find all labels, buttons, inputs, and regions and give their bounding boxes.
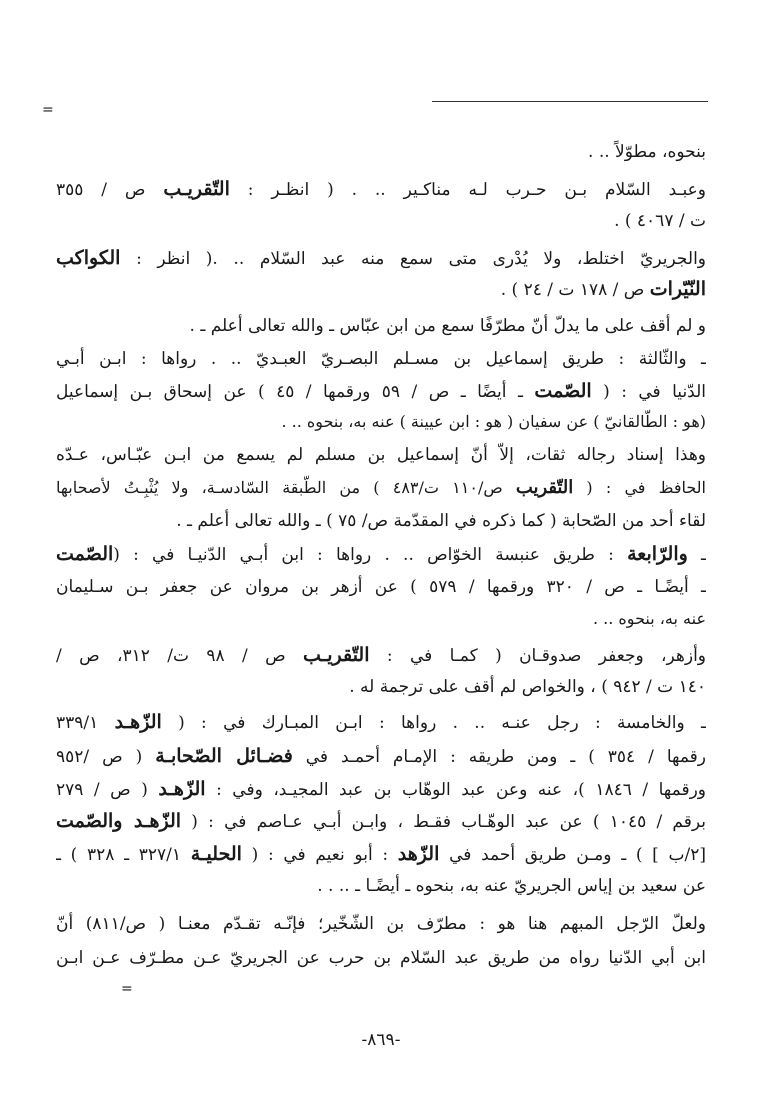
text-line	[56, 773, 706, 807]
text-segment: ( ص / ٢٧٩	[56, 780, 159, 800]
text-line	[56, 375, 706, 409]
text-segment: الحافظ في : (	[573, 478, 706, 497]
text-segment: الدّنيا في : (	[591, 382, 706, 402]
bottom-mark: =	[121, 981, 133, 997]
text-segment: عن سعيد بن إياس الجريريّ عنه به، بنحوه ـ أيضًـا ـ .. . .	[317, 876, 706, 896]
text-segment: ( ص /٩٥٢	[56, 747, 156, 767]
text-segment: وعبـد السّلام بـن حـرب لـه مناكـير .. . ( انظـر :	[229, 180, 706, 200]
text-segment: ـ	[687, 545, 706, 565]
text-segment: لقاء أحد من الصّحابة ( كما ذكره في المقدّمة ص/ ٧٥ ) ـ والله تعالى أعلم ـ .	[176, 511, 706, 531]
text-segment: ـ أيضًا ـ ص / ٥٩ ورقمها / ٤٥ ) عن إسحاق بـن إسماعيل	[56, 382, 535, 402]
text-segment: و لم أقف على ما يدلّ أنّ مطرّفًا سمع من ابن عبّاس ـ والله تعالى أعلم ـ .	[189, 316, 706, 336]
text-segment: وهذا إسناد رجاله ثقات، إلاّ أنّ إسماعيل بن مسلم لم يسمع من ابـن عبّـاس، عـدّه	[56, 445, 706, 465]
bold-term: الزّهـد والصّمت	[56, 810, 182, 832]
text-segment: وأزهر، وجعفر صدوقـان ( كمـا في :	[369, 646, 706, 666]
bold-term: الكواكب	[56, 247, 121, 269]
text-segment: ولعلّ الرّجل المبهم هنا هو : مطرّف بن الشّخّير؛ فإنّـه تقـدّم معنـا ( ص/٨١١) أنّ	[56, 914, 706, 934]
text-line	[56, 740, 706, 774]
text-line	[56, 838, 706, 872]
page-number: -٨٦٩-	[361, 1030, 401, 1050]
corner-mark: =	[42, 102, 54, 118]
text-segment: ص / ٣٥٥	[56, 180, 164, 200]
text-line	[56, 706, 706, 740]
bold-term: الزّهـد	[158, 778, 206, 800]
text-segment: ص/١١٠ ت/٤٨٣ ) من الطّبقة السّادسـة، ولا يُثْبِـتُ لأصحابها	[56, 478, 516, 497]
text-line	[56, 538, 706, 572]
bold-term: الصّمت	[534, 380, 592, 402]
text-line	[56, 671, 706, 705]
bold-term: التّقريـب	[163, 178, 230, 200]
text-segment: ١٤٠ ت / ٩٤٢ ) ، والخواص لم أقف على ترجمة له .	[349, 677, 706, 697]
text-line	[56, 805, 706, 839]
bold-term: والرّابعة	[627, 543, 688, 565]
text-line	[56, 439, 706, 473]
text-segment: (هو : الطّالقانيّ ) عن سفيان ( هو : ابن عيينة ) عنه به، بنحوه .. .	[281, 412, 706, 431]
bold-term: النّيّرات	[649, 278, 706, 300]
text-segment: [٢/ب ] ) ـ ومـن طريق أحمد في	[439, 845, 706, 865]
text-line	[56, 942, 706, 976]
text-segment: : طريق عنبسة الخوّاص .. . رواها : ابن أبـي الدّنيـا في : (	[113, 545, 628, 565]
text-line	[56, 639, 706, 673]
text-line	[56, 310, 706, 344]
text-segment: عنه به، بنحوه .. .	[592, 609, 706, 628]
text-line	[56, 343, 706, 377]
text-segment: ٣٣٩/١	[56, 713, 115, 733]
top-rule	[432, 101, 708, 102]
text-segment: بنحوه، مطوّلاً .. .	[588, 142, 706, 162]
text-line	[56, 870, 706, 904]
text-line	[56, 571, 706, 605]
text-line	[56, 273, 706, 307]
bold-term: الحليـة	[190, 843, 242, 865]
text-segment: والجريريّ اختلط، ولا يُدْرى متى سمع منه عبد السّلام .. .( انظر :	[120, 249, 706, 269]
text-line	[56, 242, 706, 276]
text-segment: برقم / ١٠٤٥ ) عن عبد الوهّـاب فقـط ، وابـن أبـي عـاصم في : (	[181, 812, 706, 832]
text-segment: ص / ١٧٨ ت / ٢٤ ) .	[500, 280, 650, 300]
text-segment: رقمها / ٣٥٤ ) ـ ومن طريقه : الإمـام أحمـد في	[292, 747, 706, 767]
text-line	[56, 603, 706, 637]
bold-term: التّقريب	[515, 477, 574, 498]
bold-term: الزّهد	[397, 843, 440, 865]
text-line	[56, 472, 706, 506]
text-segment: ص / ٩٨ ت/ ٣١٢، ص /	[56, 646, 303, 666]
bold-term: الزّهـد	[114, 711, 162, 733]
text-segment: ابن أبي الدّنيا رواه من طريق عبد السّلام بن حرب عن الجريريّ عـن مطـرّف عـن ابـن	[56, 948, 706, 968]
text-segment: : أبو نعيم في : (	[241, 845, 398, 865]
text-segment: ـ والخامسة : رجل عنـه .. . رواها : ابـن المبـارك في : (	[161, 713, 706, 733]
text-segment: ورقمها / ١٨٤٦ )، عنه وعن عبد الوهّاب بن عبد المجيـد، وفي :	[205, 780, 706, 800]
bold-term: التّقريـب	[303, 644, 370, 666]
text-line	[56, 406, 706, 440]
text-line	[56, 205, 706, 239]
text-line	[56, 505, 706, 539]
text-line	[56, 173, 706, 207]
text-segment: ٣٢٧/١ ـ ٣٢٨ ) ـ	[56, 845, 191, 865]
text-line	[56, 136, 706, 170]
bold-term: فضـائل الصّحابـة	[155, 745, 293, 767]
text-line	[56, 908, 706, 942]
text-segment: ـ أيضًـا ـ ص / ٣٢٠ ورقمها / ٥٧٩ ) عن أزهر بن مروان عن جعفر بـن سـليمان	[56, 577, 706, 597]
text-segment: ت / ٤٠٦٧ ) .	[614, 211, 706, 231]
text-segment: ـ والثّالثة : طريق إسماعيل بن مسـلم البصـريّ العبـديّ .. . رواها : ابـن أبـي	[56, 349, 706, 369]
bold-term: الصّمت	[56, 543, 114, 565]
